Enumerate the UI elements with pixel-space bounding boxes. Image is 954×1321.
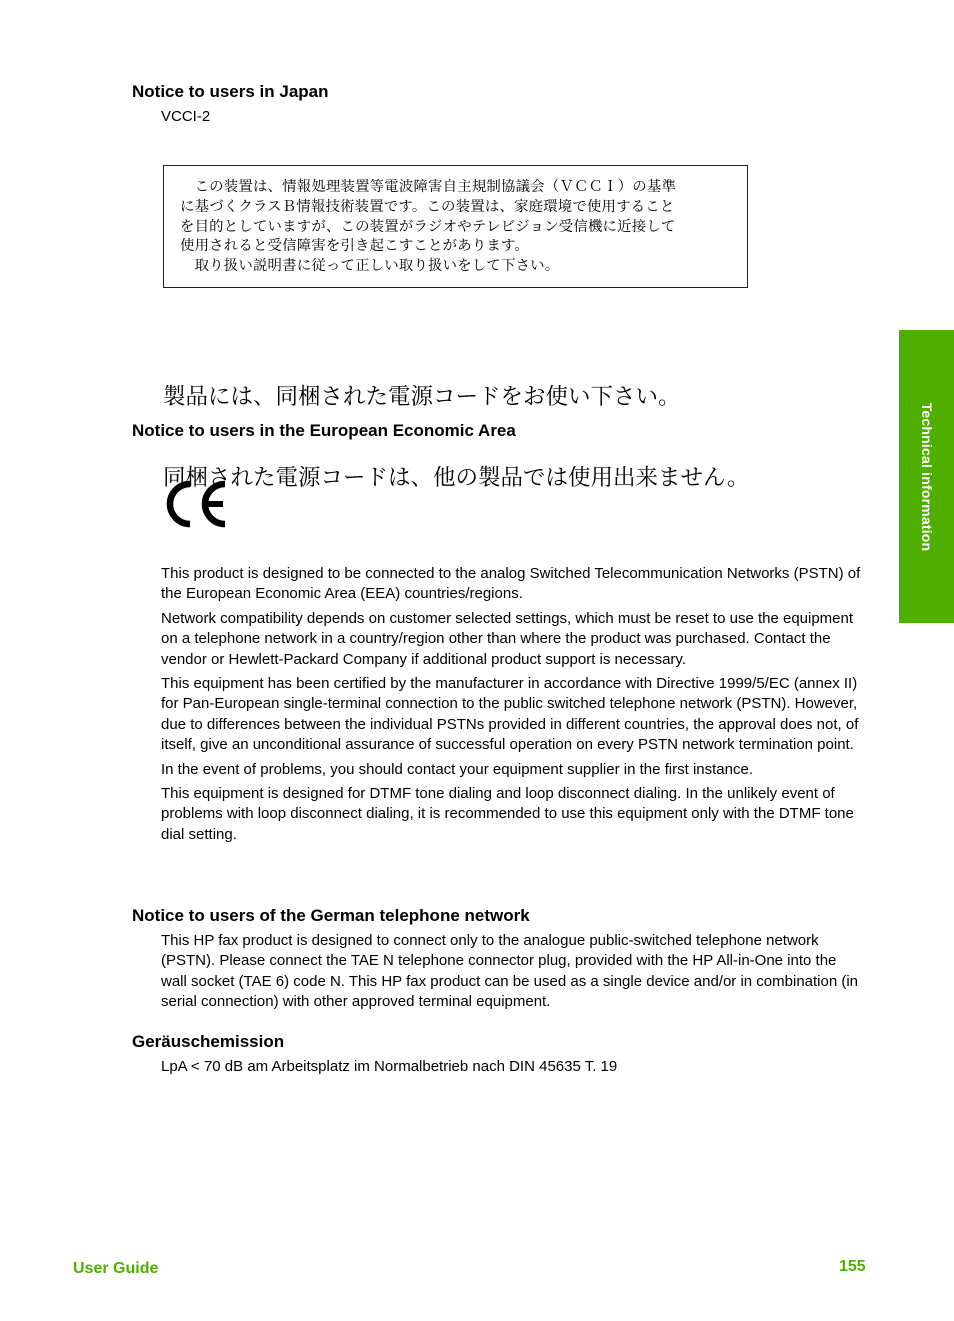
heading-eea: Notice to users in the European Economic Area bbox=[132, 421, 516, 440]
footer-title: User Guide bbox=[73, 1260, 159, 1277]
vcci-line: を目的としていますが、この装置がラジオやテレビジョン受信機に近接して bbox=[180, 218, 676, 235]
noise-text: LpA < 70 dB am Arbeitsplatz im Normalbetrieb nach DIN 45635 T. 19 bbox=[161, 1058, 618, 1075]
eea-paragraph: This product is designed to be connected to the analog Switched Telecommunication Networks (PSTN) of the European Economic Area (EEA) countries/regions. bbox=[161, 565, 861, 603]
heading-japan: Notice to users in Japan bbox=[132, 82, 329, 101]
power-cord-line: 製品には、同梱された電源コードをお使い下さい。 bbox=[163, 384, 681, 410]
vcci-line: 取り扱い説明書に従って正しい取り扱いをして下さい。 bbox=[180, 258, 560, 275]
heading-german: Notice to users of the German telephone network bbox=[132, 906, 530, 925]
vcci-line: 使用されると受信障害を引き起こすことがあります。 bbox=[180, 238, 530, 255]
ce-mark-icon bbox=[163, 480, 231, 528]
eea-text bbox=[161, 564, 861, 849]
heading-noise: Geräuschemission bbox=[132, 1032, 285, 1051]
eea-paragraph: In the event of problems, you should contact your equipment supplier in the first instance. bbox=[161, 760, 754, 778]
page-number: 155 bbox=[839, 1258, 866, 1275]
power-cord-line: 同梱された電源コードは、他の製品では使用出来ません。 bbox=[163, 465, 750, 491]
vcci-code: VCCI-2 bbox=[161, 108, 211, 125]
side-tab bbox=[899, 330, 954, 623]
vcci-line: この装置は、情報処理装置等電波障害自主規制協議会（ＶＣＣＩ）の基準 bbox=[180, 179, 677, 195]
eea-paragraph: Network compatibility depends on customer selected settings, which must be reset to use the equipment on a telephone network in a country/region other than where the product was purchased. Contact the vendor or Hewlett-Packard Company if additional product support is necessary. bbox=[161, 609, 854, 668]
vcci-notice-box bbox=[163, 165, 748, 288]
vcci-line: に基づくクラスＢ情報技術装置です。この装置は、家庭環境で使用すること bbox=[180, 198, 675, 215]
side-tab-label: Technical information bbox=[918, 402, 935, 551]
eea-paragraph: This equipment has been certified by the manufacturer in accordance with Directive 1999/5/EC (annex II) for Pan-European single-terminal connection to the public switched telephone network (PSTN). However, due to differences between the individual PSTNs provided in different countries, the approval does not, of itself, give an unconditional assurance of successful operation on every PSTN network termination point. bbox=[161, 675, 859, 754]
eea-paragraph: This equipment is designed for DTMF tone dialing and loop disconnect dialing. In the unlikely event of problems with loop disconnect dialing, it is recommended to use this equipment only with the DTMF tone dial setting. bbox=[161, 785, 854, 843]
german-paragraph: This HP fax product is designed to connect only to the analogue public-switched telephone network (PSTN). Please connect the TAE N telephone connector plug, provided with the HP All-in-One into the wall socket (TAE 6) code N. This HP fax product can be used as a single device and/or in combination (in serial connection) with other approved terminal equipment. bbox=[161, 932, 859, 1011]
